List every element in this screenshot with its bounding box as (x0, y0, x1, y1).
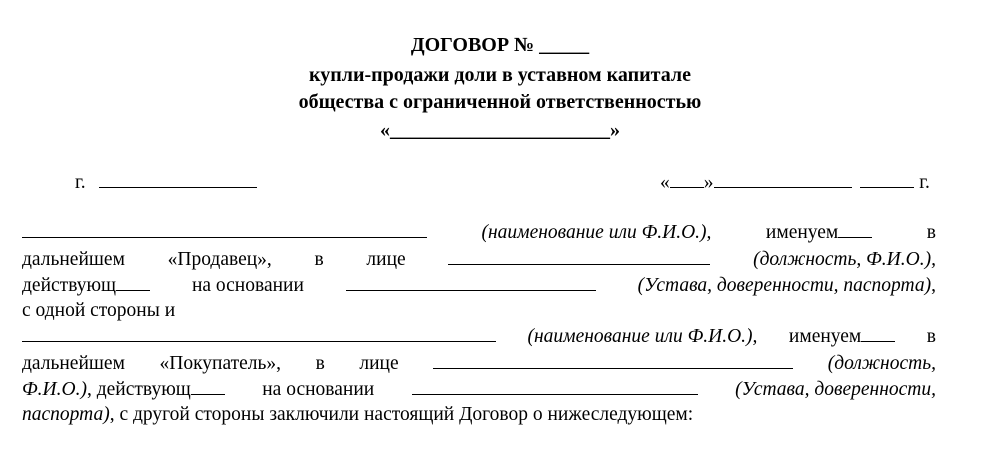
buyer-name-blank (22, 324, 496, 342)
text-word: в (315, 353, 325, 374)
text-word: на основании (262, 379, 375, 400)
text-word: лице (359, 353, 399, 374)
buyer-ending-blank (861, 324, 895, 342)
text-word: в (314, 249, 324, 270)
seller-line-4: с одной стороны и (22, 300, 176, 321)
buyer-representative-blank (433, 351, 793, 369)
seller-basis-blank (346, 273, 596, 291)
buyer-line-4 (22, 403, 693, 427)
text-word: на основании (191, 275, 304, 296)
seller-basis-hint: (Устава, доверенности, паспорта) (637, 275, 932, 296)
seller-line-3 (22, 273, 936, 298)
buyer-acting-ending-blank (191, 377, 225, 395)
text-punct: , (931, 275, 936, 296)
seller-representative-hint: (должность, Ф.И.О.), (753, 249, 936, 270)
seller-line-1 (22, 220, 936, 245)
buyer-named-word: именуем (788, 326, 862, 347)
seller-named-word: именуем (765, 222, 839, 243)
seller-representative-blank (448, 247, 710, 265)
city-field (75, 170, 257, 195)
text-word: лице (366, 249, 406, 270)
text-word: дальнейшем (22, 249, 125, 270)
closing-text: , с другой стороны заключили настоящий Договор о нижеследующем: (109, 404, 694, 425)
seller-name-hint: (наименование или Ф.И.О.), (481, 222, 712, 243)
buyer-in-word: в (926, 326, 936, 347)
day-blank (670, 170, 704, 188)
seller-line-2 (22, 247, 936, 272)
buyer-line-1 (22, 324, 936, 349)
year-blank (860, 170, 914, 188)
buyer-line-3 (22, 377, 936, 402)
seller-name-blank (22, 220, 427, 238)
buyer-basis-blank (412, 377, 698, 395)
company-name-blank: «______________________» (380, 119, 620, 141)
contract-subtitle-line2: общества с ограниченной ответственностью (298, 91, 702, 113)
buyer-line-2 (22, 351, 936, 376)
seller-acting-ending-blank (116, 273, 150, 291)
seller-ending-blank (838, 220, 872, 238)
buyer-basis-hint: (Устава, доверенности, (735, 379, 936, 400)
year-suffix: г. (919, 172, 930, 193)
buyer-representative-hint-cont: Ф.И.О.) (22, 379, 87, 400)
contract-subtitle-line1: купли-продажи доли в уставном капитале (308, 64, 692, 86)
contract-title: ДОГОВОР № _____ (410, 34, 590, 56)
seller-role-label: «Продавец», (167, 249, 272, 270)
date-close-quote: » (703, 172, 714, 193)
month-blank (714, 170, 852, 188)
text-word: действующ (22, 275, 117, 296)
city-prefix: г. (75, 172, 86, 193)
city-blank (99, 170, 257, 188)
buyer-representative-hint: (должность, (827, 353, 936, 374)
text-word: , действующ (86, 379, 191, 400)
buyer-basis-hint-cont: паспорта) (22, 404, 110, 425)
date-field (660, 170, 930, 195)
seller-in-word: в (926, 222, 936, 243)
buyer-name-hint: (наименование или Ф.И.О.), (527, 326, 758, 347)
text-word: дальнейшем (22, 353, 125, 374)
buyer-role-label: «Покупатель», (159, 353, 282, 374)
date-open-quote: « (660, 172, 670, 193)
